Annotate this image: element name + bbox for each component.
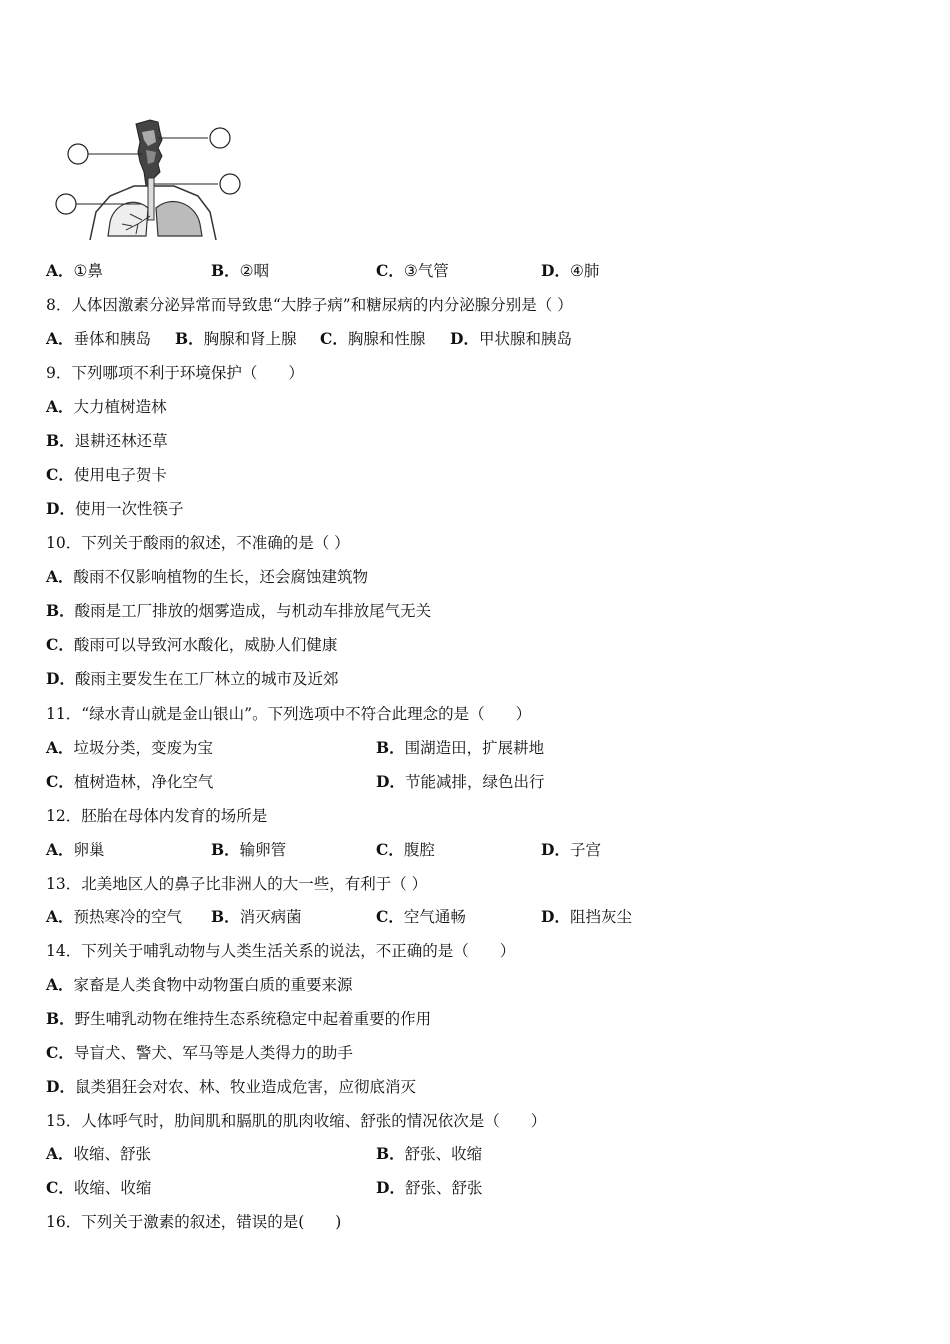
option-letter: C． xyxy=(376,907,404,926)
option-letter: B． xyxy=(211,907,240,926)
trachea-shape xyxy=(148,178,154,220)
option-letter: A． xyxy=(46,840,74,859)
option-letter: A． xyxy=(46,397,74,416)
respiratory-system-diagram xyxy=(50,112,260,242)
q15-option-d: D．舒张、舒张 xyxy=(376,1178,483,1197)
option-letter: C． xyxy=(46,635,74,654)
option-letter: A． xyxy=(46,975,74,994)
q8-stem: 8．人体因激素分泌异常而导致患“大脖子病”和糖尿病的内分泌腺分别是（ ） xyxy=(46,296,573,314)
option-letter: B． xyxy=(376,1144,405,1163)
q16-stem: 16．下列关于激素的叙述，错误的是( ) xyxy=(46,1213,342,1231)
option-letter: D． xyxy=(46,669,75,688)
q7-option-c: C．③气管 xyxy=(376,261,449,280)
callout-4 xyxy=(56,194,76,214)
option-letter: A． xyxy=(46,567,74,586)
q15-stem: 15．人体呼气时，肋间肌和膈肌的肌肉收缩、舒张的情况依次是（ ） xyxy=(46,1112,547,1130)
option-letter: B． xyxy=(376,738,405,757)
option-letter: C． xyxy=(320,329,348,348)
option-letter: B． xyxy=(211,261,240,280)
q10-option-b: B．酸雨是工厂排放的烟雾造成，与机动车排放尾气无关 xyxy=(46,601,432,620)
option-letter: A． xyxy=(46,261,74,280)
q14-option-d: D．鼠类猖狂会对农、林、牧业造成危害，应彻底消灭 xyxy=(46,1077,416,1096)
callout-1 xyxy=(210,128,230,148)
q12-option-c: C．腹腔 xyxy=(376,840,435,859)
q13-option-a: A．预热寒冷的空气 xyxy=(46,907,183,926)
option-letter: D． xyxy=(541,907,570,926)
q13-stem: 13．北美地区人的鼻子比非洲人的大一些，有利于（ ） xyxy=(46,875,428,893)
q14-stem: 14．下列关于哺乳动物与人类生活关系的说法，不正确的是（ ） xyxy=(46,942,516,960)
right-lung-shape xyxy=(156,201,202,236)
option-letter: A． xyxy=(46,1144,74,1163)
q14-option-b: B．野生哺乳动物在维持生态系统稳定中起着重要的作用 xyxy=(46,1009,432,1028)
q13-option-d: D．阻挡灰尘 xyxy=(541,907,632,926)
option-letter: B． xyxy=(46,431,75,450)
option-letter: B． xyxy=(211,840,240,859)
q9-option-d: D．使用一次性筷子 xyxy=(46,499,184,518)
option-letter: A． xyxy=(46,738,74,757)
option-letter: C． xyxy=(376,261,404,280)
option-letter: B． xyxy=(46,601,75,620)
q14-option-c: C．导盲犬、警犬、军马等是人类得力的助手 xyxy=(46,1043,353,1062)
q9-option-b: B．退耕还林还草 xyxy=(46,431,168,450)
q13-option-b: B．消灭病菌 xyxy=(211,907,302,926)
q7-option-d: D．④肺 xyxy=(541,261,600,280)
q12-option-a: A．卵巢 xyxy=(46,840,105,859)
q12-option-d: D．子宫 xyxy=(541,840,601,859)
option-letter: A． xyxy=(46,907,74,926)
q12-option-b: B．输卵管 xyxy=(211,840,287,859)
q11-option-b: B．围湖造田，扩展耕地 xyxy=(376,738,545,757)
option-letter: C． xyxy=(46,465,74,484)
option-letter: C． xyxy=(46,772,74,791)
q8-option-c: C．胸腺和性腺 xyxy=(320,329,426,348)
q11-option-d: D．节能减排，绿色出行 xyxy=(376,772,545,791)
q10-option-c: C．酸雨可以导致河水酸化，威胁人们健康 xyxy=(46,635,338,654)
callout-3 xyxy=(220,174,240,194)
option-letter: C． xyxy=(46,1043,74,1062)
q8-option-d: D．甲状腺和胰岛 xyxy=(450,329,572,348)
q11-option-c: C．植树造林，净化空气 xyxy=(46,772,214,791)
option-letter: D． xyxy=(541,840,570,859)
q11-stem: 11．“绿水青山就是金山银山”。下列选项中不符合此理念的是（ ） xyxy=(46,705,532,723)
q13-option-c: C．空气通畅 xyxy=(376,907,466,926)
q14-option-a: A．家畜是人类食物中动物蛋白质的重要来源 xyxy=(46,975,353,994)
option-letter: C． xyxy=(46,1178,74,1197)
q12-stem: 12．胚胎在母体内发育的场所是 xyxy=(46,807,268,825)
q7-option-b: B．②咽 xyxy=(211,261,270,280)
q15-option-b: B．舒张、收缩 xyxy=(376,1144,483,1163)
option-letter: D． xyxy=(376,772,405,791)
q7-option-a: A．①鼻 xyxy=(46,261,103,280)
callout-2 xyxy=(68,144,88,164)
option-letter: D． xyxy=(541,261,570,280)
q9-stem: 9．下列哪项不利于环境保护（ ） xyxy=(46,364,304,382)
q15-option-a: A．收缩、舒张 xyxy=(46,1144,152,1163)
q10-option-d: D．酸雨主要发生在工厂林立的城市及近郊 xyxy=(46,669,339,688)
option-letter: C． xyxy=(376,840,404,859)
q11-option-a: A．垃圾分类，变废为宝 xyxy=(46,738,214,757)
option-letter: A． xyxy=(46,329,74,348)
option-letter: D． xyxy=(376,1178,405,1197)
option-letter: D． xyxy=(46,499,75,518)
q10-stem: 10．下列关于酸雨的叙述，不准确的是（ ） xyxy=(46,534,350,552)
option-letter: D． xyxy=(450,329,479,348)
q9-option-c: C．使用电子贺卡 xyxy=(46,465,167,484)
option-letter: B． xyxy=(175,329,204,348)
q8-option-b: B．胸腺和肾上腺 xyxy=(175,329,297,348)
q9-option-a: A．大力植树造林 xyxy=(46,397,167,416)
option-letter: B． xyxy=(46,1009,75,1028)
q8-option-a: A．垂体和胰岛 xyxy=(46,329,152,348)
option-letter: D． xyxy=(46,1077,75,1096)
q15-option-c: C．收缩、收缩 xyxy=(46,1178,152,1197)
left-lung-shape xyxy=(108,202,148,236)
q10-option-a: A．酸雨不仅影响植物的生长，还会腐蚀建筑物 xyxy=(46,567,369,586)
